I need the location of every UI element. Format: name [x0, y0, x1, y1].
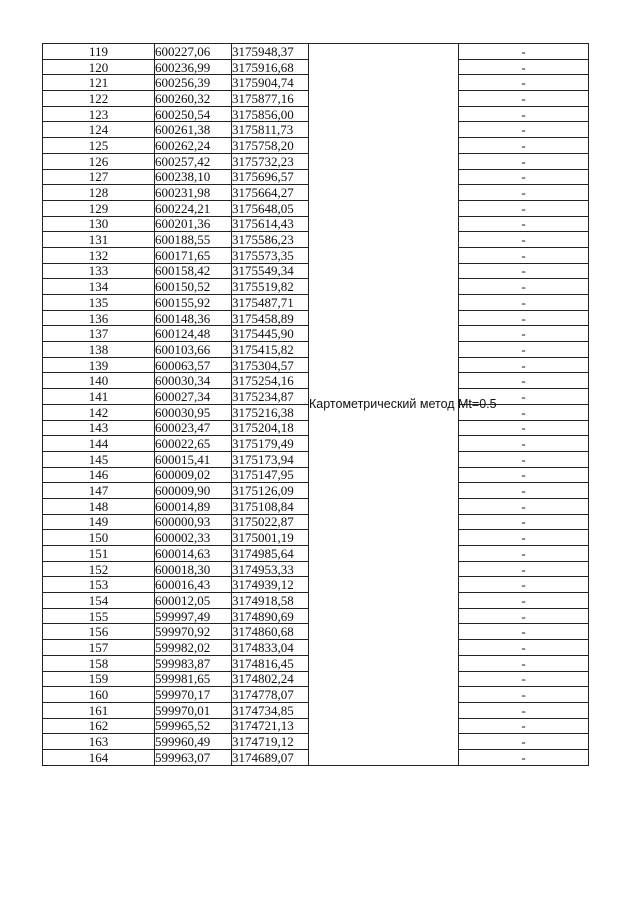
point-number-cell: 152 [43, 561, 155, 577]
note-cell: - [459, 702, 589, 718]
x-coordinate-cell: 600158,42 [155, 263, 232, 279]
note-cell: - [459, 263, 589, 279]
y-coordinate-cell: 3174953,33 [232, 561, 309, 577]
note-cell: - [459, 122, 589, 138]
x-coordinate-cell: 600014,63 [155, 546, 232, 562]
x-coordinate-cell: 600148,36 [155, 310, 232, 326]
note-cell: - [459, 640, 589, 656]
note-cell: - [459, 671, 589, 687]
y-coordinate-cell: 3175108,84 [232, 498, 309, 514]
x-coordinate-cell: 600201,36 [155, 216, 232, 232]
note-cell: - [459, 153, 589, 169]
y-coordinate-cell: 3175856,00 [232, 106, 309, 122]
note-cell: - [459, 624, 589, 640]
note-cell: - [459, 279, 589, 295]
note-cell: - [459, 75, 589, 91]
note-cell: - [459, 734, 589, 750]
x-coordinate-cell: 600014,89 [155, 498, 232, 514]
y-coordinate-cell: 3175732,23 [232, 153, 309, 169]
point-number-cell: 154 [43, 593, 155, 609]
note-cell: - [459, 357, 589, 373]
note-cell: - [459, 420, 589, 436]
note-cell: - [459, 451, 589, 467]
x-coordinate-cell: 600124,48 [155, 326, 232, 342]
coordinates-table-body [43, 44, 589, 766]
method-cell: Картометрический метод Mt=0.5 [309, 44, 459, 766]
note-cell: - [459, 200, 589, 216]
y-coordinate-cell: 3175664,27 [232, 185, 309, 201]
point-number-cell: 156 [43, 624, 155, 640]
point-number-cell: 127 [43, 169, 155, 185]
x-coordinate-cell: 600002,33 [155, 530, 232, 546]
note-cell: - [459, 247, 589, 263]
x-coordinate-cell: 600150,52 [155, 279, 232, 295]
y-coordinate-cell: 3175234,87 [232, 389, 309, 405]
point-number-cell: 124 [43, 122, 155, 138]
x-coordinate-cell: 600250,54 [155, 106, 232, 122]
note-cell: - [459, 655, 589, 671]
note-cell: - [459, 185, 589, 201]
note-cell: - [459, 44, 589, 60]
point-number-cell: 131 [43, 232, 155, 248]
y-coordinate-cell: 3175904,74 [232, 75, 309, 91]
point-number-cell: 126 [43, 153, 155, 169]
y-coordinate-cell: 3175179,49 [232, 436, 309, 452]
note-cell: - [459, 687, 589, 703]
x-coordinate-cell: 599982,02 [155, 640, 232, 656]
point-number-cell: 155 [43, 608, 155, 624]
y-coordinate-cell: 3175022,87 [232, 514, 309, 530]
x-coordinate-cell: 600238,10 [155, 169, 232, 185]
y-coordinate-cell: 3175415,82 [232, 342, 309, 358]
x-coordinate-cell: 600015,41 [155, 451, 232, 467]
y-coordinate-cell: 3175573,35 [232, 247, 309, 263]
note-cell: - [459, 216, 589, 232]
x-coordinate-cell: 600012,05 [155, 593, 232, 609]
note-cell: - [459, 483, 589, 499]
note-cell: - [459, 561, 589, 577]
y-coordinate-cell: 3174719,12 [232, 734, 309, 750]
note-cell: - [459, 169, 589, 185]
y-coordinate-cell: 3174860,68 [232, 624, 309, 640]
point-number-cell: 163 [43, 734, 155, 750]
y-coordinate-cell: 3175916,68 [232, 59, 309, 75]
x-coordinate-cell: 600257,42 [155, 153, 232, 169]
y-coordinate-cell: 3175126,09 [232, 483, 309, 499]
point-number-cell: 148 [43, 498, 155, 514]
y-coordinate-cell: 3175204,18 [232, 420, 309, 436]
point-number-cell: 147 [43, 483, 155, 499]
coordinates-table [42, 43, 589, 766]
y-coordinate-cell: 3175586,23 [232, 232, 309, 248]
y-coordinate-cell: 3175811,73 [232, 122, 309, 138]
x-coordinate-cell: 600023,47 [155, 420, 232, 436]
point-number-cell: 123 [43, 106, 155, 122]
point-number-cell: 160 [43, 687, 155, 703]
note-cell: - [459, 514, 589, 530]
y-coordinate-cell: 3175696,57 [232, 169, 309, 185]
point-number-cell: 122 [43, 91, 155, 107]
x-coordinate-cell: 599970,92 [155, 624, 232, 640]
y-coordinate-cell: 3175758,20 [232, 138, 309, 154]
x-coordinate-cell: 600188,55 [155, 232, 232, 248]
y-coordinate-cell: 3175254,16 [232, 373, 309, 389]
note-cell: - [459, 91, 589, 107]
y-coordinate-cell: 3174689,07 [232, 749, 309, 765]
note-cell: - [459, 295, 589, 311]
point-number-cell: 150 [43, 530, 155, 546]
x-coordinate-cell: 600236,99 [155, 59, 232, 75]
x-coordinate-cell: 600009,90 [155, 483, 232, 499]
x-coordinate-cell: 600022,65 [155, 436, 232, 452]
x-coordinate-cell: 599997,49 [155, 608, 232, 624]
point-number-cell: 132 [43, 247, 155, 263]
point-number-cell: 162 [43, 718, 155, 734]
point-number-cell: 146 [43, 467, 155, 483]
point-number-cell: 151 [43, 546, 155, 562]
note-cell: - [459, 608, 589, 624]
point-number-cell: 141 [43, 389, 155, 405]
x-coordinate-cell: 600027,34 [155, 389, 232, 405]
point-number-cell: 135 [43, 295, 155, 311]
point-number-cell: 138 [43, 342, 155, 358]
y-coordinate-cell: 3175216,38 [232, 404, 309, 420]
note-cell: - [459, 498, 589, 514]
x-coordinate-cell: 599981,65 [155, 671, 232, 687]
y-coordinate-cell: 3174918,58 [232, 593, 309, 609]
y-coordinate-cell: 3175304,57 [232, 357, 309, 373]
x-coordinate-cell: 599970,17 [155, 687, 232, 703]
x-coordinate-cell: 600261,38 [155, 122, 232, 138]
y-coordinate-cell: 3175173,94 [232, 451, 309, 467]
note-cell: - [459, 546, 589, 562]
x-coordinate-cell: 600260,32 [155, 91, 232, 107]
x-coordinate-cell: 600171,65 [155, 247, 232, 263]
point-number-cell: 129 [43, 200, 155, 216]
point-number-cell: 140 [43, 373, 155, 389]
y-coordinate-cell: 3175445,90 [232, 326, 309, 342]
y-coordinate-cell: 3175877,16 [232, 91, 309, 107]
x-coordinate-cell: 600063,57 [155, 357, 232, 373]
point-number-cell: 149 [43, 514, 155, 530]
x-coordinate-cell: 600000,93 [155, 514, 232, 530]
note-cell: - [459, 718, 589, 734]
note-cell: - [459, 138, 589, 154]
point-number-cell: 145 [43, 451, 155, 467]
note-cell: - [459, 232, 589, 248]
y-coordinate-cell: 3175948,37 [232, 44, 309, 60]
point-number-cell: 121 [43, 75, 155, 91]
note-cell: - [459, 404, 589, 420]
y-coordinate-cell: 3175001,19 [232, 530, 309, 546]
y-coordinate-cell: 3174833,04 [232, 640, 309, 656]
point-number-cell: 133 [43, 263, 155, 279]
x-coordinate-cell: 600103,66 [155, 342, 232, 358]
note-cell: - [459, 389, 589, 405]
x-coordinate-cell: 599970,01 [155, 702, 232, 718]
x-coordinate-cell: 600256,39 [155, 75, 232, 91]
note-cell: - [459, 373, 589, 389]
x-coordinate-cell: 600009,02 [155, 467, 232, 483]
y-coordinate-cell: 3174802,24 [232, 671, 309, 687]
point-number-cell: 136 [43, 310, 155, 326]
point-number-cell: 137 [43, 326, 155, 342]
x-coordinate-cell: 600262,24 [155, 138, 232, 154]
y-coordinate-cell: 3174734,85 [232, 702, 309, 718]
y-coordinate-cell: 3175648,05 [232, 200, 309, 216]
y-coordinate-cell: 3175614,43 [232, 216, 309, 232]
note-cell: - [459, 59, 589, 75]
point-number-cell: 144 [43, 436, 155, 452]
note-cell: - [459, 577, 589, 593]
y-coordinate-cell: 3174778,07 [232, 687, 309, 703]
x-coordinate-cell: 600231,98 [155, 185, 232, 201]
note-cell: - [459, 342, 589, 358]
point-number-cell: 125 [43, 138, 155, 154]
y-coordinate-cell: 3175519,82 [232, 279, 309, 295]
note-cell: - [459, 749, 589, 765]
point-number-cell: 153 [43, 577, 155, 593]
table-row [43, 44, 589, 60]
note-cell: - [459, 593, 589, 609]
y-coordinate-cell: 3175147,95 [232, 467, 309, 483]
point-number-cell: 164 [43, 749, 155, 765]
point-number-cell: 134 [43, 279, 155, 295]
point-number-cell: 128 [43, 185, 155, 201]
x-coordinate-cell: 599983,87 [155, 655, 232, 671]
point-number-cell: 159 [43, 671, 155, 687]
point-number-cell: 120 [43, 59, 155, 75]
note-cell: - [459, 467, 589, 483]
point-number-cell: 130 [43, 216, 155, 232]
note-cell: - [459, 106, 589, 122]
x-coordinate-cell: 600030,34 [155, 373, 232, 389]
x-coordinate-cell: 600018,30 [155, 561, 232, 577]
point-number-cell: 157 [43, 640, 155, 656]
y-coordinate-cell: 3175487,71 [232, 295, 309, 311]
y-coordinate-cell: 3175549,34 [232, 263, 309, 279]
note-cell: - [459, 530, 589, 546]
x-coordinate-cell: 600227,06 [155, 44, 232, 60]
x-coordinate-cell: 599960,49 [155, 734, 232, 750]
point-number-cell: 143 [43, 420, 155, 436]
note-cell: - [459, 310, 589, 326]
x-coordinate-cell: 600030,95 [155, 404, 232, 420]
note-cell: - [459, 436, 589, 452]
x-coordinate-cell: 600224,21 [155, 200, 232, 216]
point-number-cell: 119 [43, 44, 155, 60]
point-number-cell: 139 [43, 357, 155, 373]
y-coordinate-cell: 3174985,64 [232, 546, 309, 562]
note-cell: - [459, 326, 589, 342]
x-coordinate-cell: 600155,92 [155, 295, 232, 311]
point-number-cell: 161 [43, 702, 155, 718]
point-number-cell: 142 [43, 404, 155, 420]
y-coordinate-cell: 3174721,13 [232, 718, 309, 734]
x-coordinate-cell: 599963,07 [155, 749, 232, 765]
y-coordinate-cell: 3175458,89 [232, 310, 309, 326]
y-coordinate-cell: 3174816,45 [232, 655, 309, 671]
y-coordinate-cell: 3174890,69 [232, 608, 309, 624]
x-coordinate-cell: 600016,43 [155, 577, 232, 593]
point-number-cell: 158 [43, 655, 155, 671]
y-coordinate-cell: 3174939,12 [232, 577, 309, 593]
x-coordinate-cell: 599965,52 [155, 718, 232, 734]
